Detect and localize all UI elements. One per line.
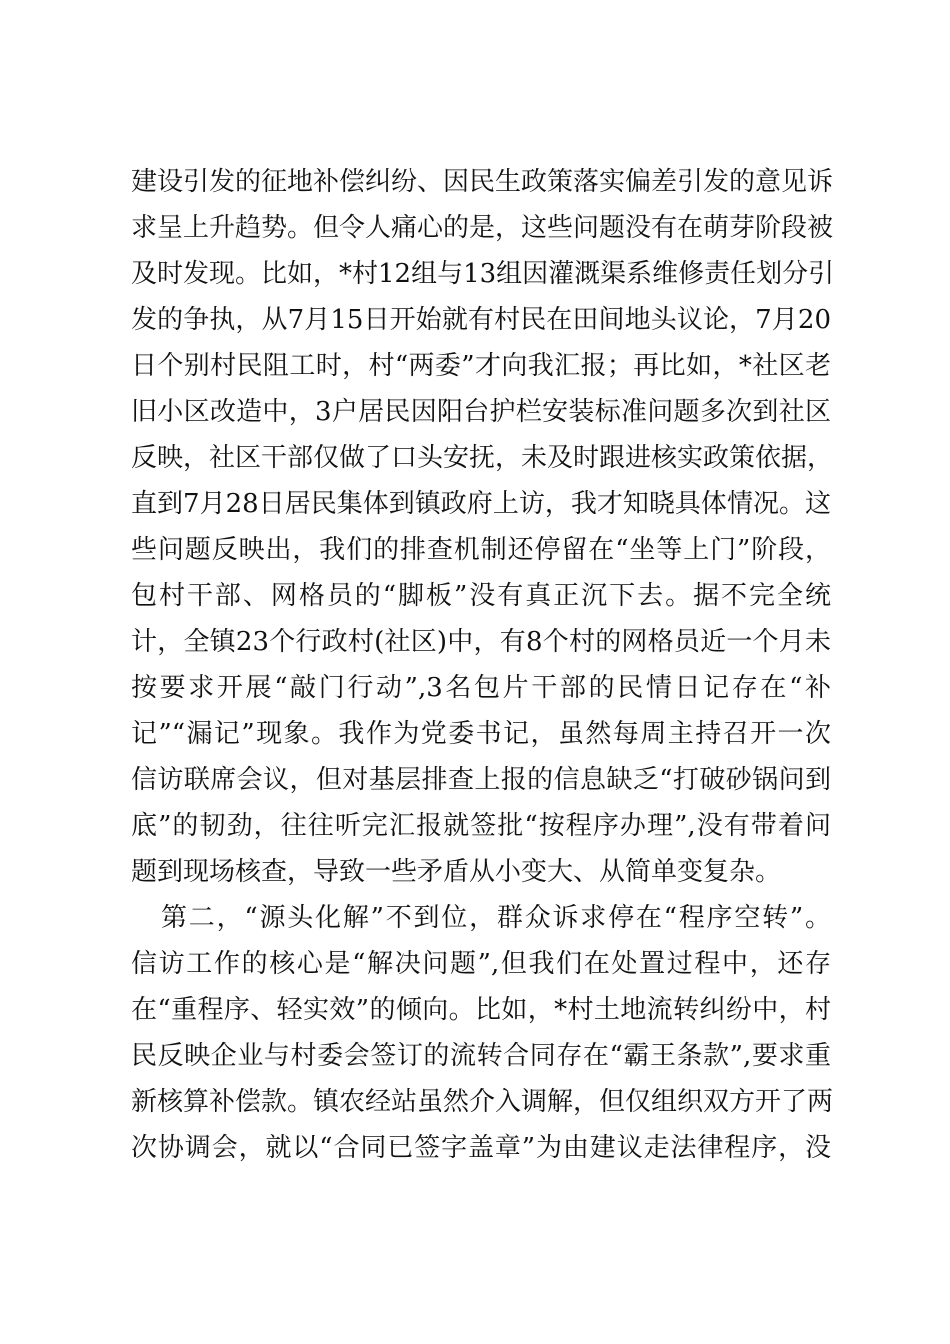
text-line: 些问题反映出，我们的排查机制还停留在“坐等上门”阶段，	[131, 535, 831, 565]
text-line: 底”的韧劲，往往听完汇报就签批“按程序办理”,没有带着问	[131, 811, 831, 841]
text-line: 信访工作的核心是“解决问题”,但我们在处置过程中，还存	[131, 949, 831, 979]
text-line: 信访联席会议，但对基层排查上报的信息缺乏“打破砂锅问到	[131, 765, 831, 795]
text-line: 及时发现。比如，*村12组与13组因灌溉渠系维修责任划分引	[131, 259, 835, 289]
paragraph-heading-line: 第二，“源头化解”不到位，群众诉求停在“程序空转”。	[161, 903, 831, 933]
text-line: 民反映企业与村委会签订的流转合同存在“霸王条款”,要求重	[131, 1041, 831, 1071]
text-line: 日个别村民阻工时，村“两委”才向我汇报；再比如，*社区老	[131, 351, 831, 381]
text-line: 计，全镇23个行政村(社区)中，有8个村的网格员近一个月未	[131, 627, 831, 657]
text-line: 新核算补偿款。镇农经站虽然介入调解，但仅组织双方开了两	[131, 1087, 834, 1117]
text-line: 题到现场核查，导致一些矛盾从小变大、从简单变复杂。	[131, 857, 782, 887]
document-body	[131, 159, 835, 1171]
text-line: 直到7月28日居民集体到镇政府上访，我才知晓具体情况。这	[131, 489, 831, 519]
text-line: 建设引发的征地补偿纠纷、因民生政策落实偏差引发的意见诉	[131, 167, 834, 197]
text-line: 反映，社区干部仅做了口头安抚，未及时跟进核实政策依据，	[131, 443, 834, 473]
text-line: 次协调会，就以“合同已签字盖章”为由建议走法律程序，没	[131, 1133, 831, 1163]
text-line: 求呈上升趋势。但令人痛心的是，这些问题没有在萌芽阶段被	[131, 213, 834, 243]
text-line: 记”“漏记”现象。我作为党委书记，虽然每周主持召开一次	[131, 719, 831, 749]
paragraph-2	[131, 895, 834, 1171]
text-line: 发的争执，从7月15日开始就有村民在田间地头议论，7月20	[131, 305, 831, 335]
paragraph-1	[131, 159, 835, 895]
text-line: 包村干部、网格员的“脚板”没有真正沉下去。据不完全统	[131, 581, 831, 611]
text-line: 按要求开展“敲门行动”,3名包片干部的民情日记存在“补	[131, 673, 831, 703]
text-line: 在“重程序、轻实效”的倾向。比如，*村土地流转纠纷中，村	[131, 995, 831, 1025]
text-line: 旧小区改造中，3户居民因阳台护栏安装标准问题多次到社区	[131, 397, 831, 427]
